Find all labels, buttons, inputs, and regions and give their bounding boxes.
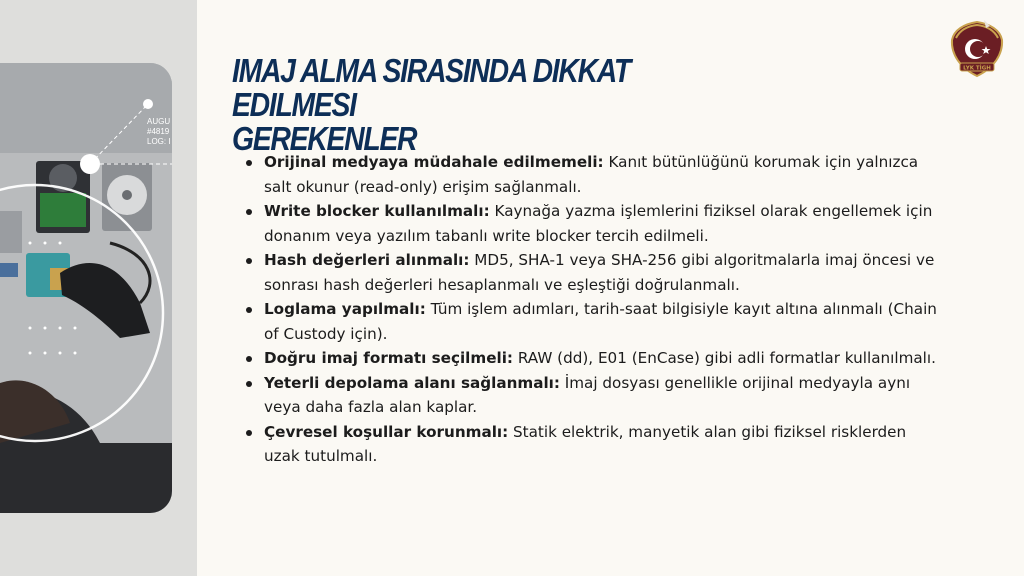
- bullet-dot-icon: [246, 307, 252, 313]
- photo-illustration: [0, 63, 172, 513]
- bullet-text: Kanıt bütünlüğünü korumak için yalnızca salt okunur (read-only) erişim sağlanmalı.: [264, 153, 919, 196]
- hard-drive-repair-photo: [0, 63, 172, 513]
- bullet-heading: Hash değerleri alınmalı:: [264, 251, 470, 269]
- bullet-heading: Çevresel koşullar korunmalı:: [264, 422, 509, 441]
- bullet-dot-icon: [246, 430, 252, 436]
- bullet-list: [244, 150, 944, 469]
- bullet-item: [244, 420, 944, 469]
- slide-title-line-2: GEREKENLER: [232, 120, 417, 157]
- photo-overlay-line-1: AUGU: [147, 117, 171, 126]
- bullet-dot-icon: [246, 258, 252, 264]
- bullet-item: [244, 346, 944, 371]
- bullet-item: [244, 150, 944, 199]
- crest-logo: [946, 16, 1008, 80]
- bullet-heading: Doğru imaj formatı seçilmeli:: [264, 349, 513, 367]
- crest-logo-text: LYK TİGH: [963, 65, 991, 72]
- slide-title-line-1: IMAJ ALMA SIRASINDA DIKKAT EDILMESI: [232, 52, 630, 123]
- bullet-item: [244, 297, 944, 346]
- bullet-dot-icon: [246, 209, 252, 215]
- bullet-heading: Write blocker kullanılmalı:: [264, 202, 490, 220]
- bullet-text: MD5, SHA-1 veya SHA-256 gibi algoritmalarla imaj öncesi ve sonrası hash değerleri hesaplanmalı ve eşleştiği doğrulanmalı.: [264, 251, 935, 294]
- photo-overlay-line-2: #4819: [147, 127, 170, 136]
- bullet-item: [244, 248, 944, 297]
- bullet-item: [244, 199, 944, 248]
- bullet-text: Tüm işlem adımları, tarih-saat bilgisiyle kayıt altına alınmalı (Chain of Custody için).: [264, 300, 937, 343]
- bullet-heading: Orijinal medyaya müdahale edilmemeli:: [264, 153, 604, 171]
- bullet-text: RAW (dd), E01 (EnCase) gibi adli formatlar kullanılmalı.: [513, 349, 936, 367]
- bullet-item: [244, 371, 944, 420]
- bullet-dot-icon: [246, 381, 252, 387]
- bullet-text: Statik elektrik, manyetik alan gibi fiziksel risklerden uzak tutulmalı.: [264, 422, 907, 465]
- bullet-dot-icon: [246, 356, 252, 362]
- slide-title: [232, 54, 714, 156]
- photo-overlay-line-3: LOG: I: [147, 137, 171, 146]
- bullet-heading: Yeterli depolama alanı sağlanmalı:: [264, 373, 560, 392]
- bullet-text: İmaj dosyası genellikle orijinal medyayla aynı veya daha fazla alan kaplar.: [264, 373, 911, 416]
- bullet-dot-icon: [246, 160, 252, 166]
- bullet-text: Kaynağa yazma işlemlerini fiziksel olarak engellemek için donanım veya yazılım tabanlı write blocker tercih edilmeli.: [264, 202, 933, 245]
- bullet-heading: Loglama yapılmalı:: [264, 300, 426, 318]
- crest-logo-icon: [946, 16, 1008, 80]
